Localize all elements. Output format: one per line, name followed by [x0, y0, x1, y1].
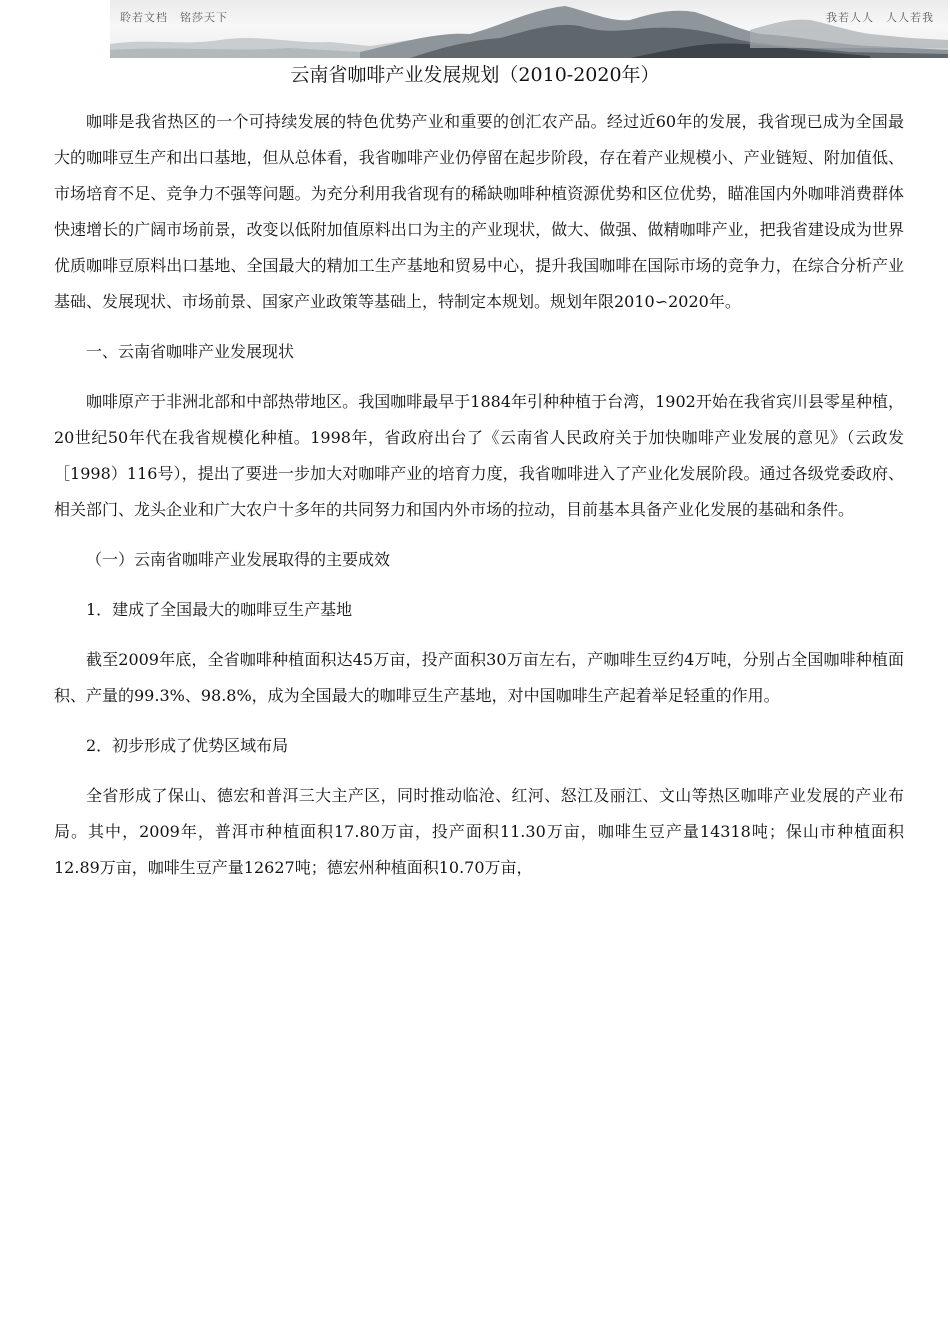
item-heading-2: 2．初步形成了优势区域布局	[86, 736, 289, 755]
subsection-heading-1: （一）云南省咖啡产业发展取得的主要成效	[86, 550, 391, 569]
document-title: 云南省咖啡产业发展规划（2010-2020年）	[290, 64, 660, 86]
header-banner	[110, 0, 948, 58]
mountain-landscape-image	[110, 0, 948, 58]
document-body	[54, 104, 904, 886]
paragraph-history: 咖啡原产于非洲北部和中部热带地区。我国咖啡最早于1884年引种种植于台湾，1902开始在我省宾川县零星种植，20世纪50年代在我省规模化种植。1998年，省政府出台了《云南省人民政府关于加快咖啡产业发展的意见》（云政发［1998）116号），提出了要进一步加大对咖啡产业的培育力度，我省咖啡进入了产业化发展阶段。通过各级党委政府、相关部门、龙头企业和广大农户十多年的共同努力和国内外市场的拉动，目前基本具备产业化发展的基础和条件。	[54, 392, 904, 519]
item-heading-1: 1．建成了全国最大的咖啡豆生产基地	[86, 600, 353, 619]
paragraph-intro: 咖啡是我省热区的一个可持续发展的特色优势产业和重要的创汇农产品。经过近60年的发展，我省现已成为全国最大的咖啡豆生产和出口基地，但从总体看，我省咖啡产业仍停留在起步阶段，存在着产业规模小、产业链短、附加值低、市场培育不足、竞争力不强等问题。为充分利用我省现有的稀缺咖啡种植资源优势和区位优势，瞄准国内外咖啡消费群体快速增长的广阔市场前景，改变以低附加值原料出口为主的产业现状，做大、做强、做精咖啡产业，把我省建设成为世界优质咖啡豆原料出口基地、全国最大的精加工生产基地和贸易中心，提升我国咖啡在国际市场的竞争力，在综合分析产业基础、发展现状、市场前景、国家产业政策等基础上，特制定本规划。规划年限2010∽2020年。	[54, 112, 904, 311]
section-heading-1: 一、云南省咖啡产业发展现状	[86, 342, 295, 361]
paragraph-production-base: 截至2009年底，全省咖啡种植面积达45万亩，投产面积30万亩左右，产咖啡生豆约4万吨，分别占全国咖啡种植面积、产量的99.3%、98.8%，成为全国最大的咖啡豆生产基地，对中国咖啡生产起着举足轻重的作用。	[54, 650, 904, 705]
banner-right-text: 我若人人 人人若我	[826, 11, 934, 24]
paragraph-regional-layout: 全省形成了保山、德宏和普洱三大主产区，同时推动临沧、红河、怒江及丽江、文山等热区咖啡产业发展的产业布局。其中，2009年，普洱市种植面积17.80万亩，投产面积11.30万亩，咖啡生豆产量14318吨；保山市种植面积12.89万亩，咖啡生豆产量12627吨；德宏州种植面积10.70万亩，	[54, 786, 904, 877]
banner-left-text: 聆若文档 铭莎天下	[120, 11, 228, 24]
